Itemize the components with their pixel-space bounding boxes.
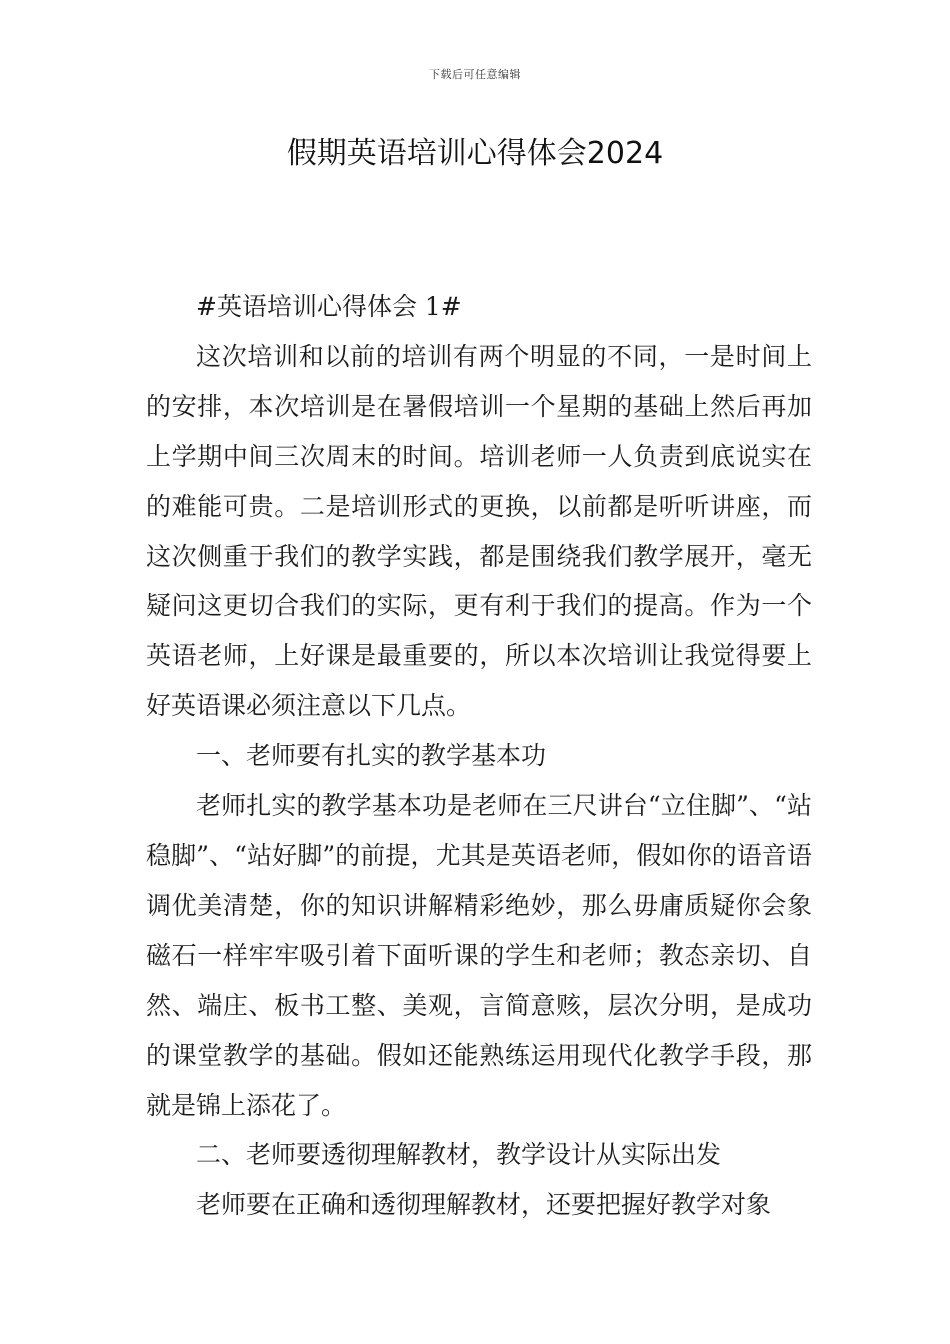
heading-two: 二、老师要透彻理解教材，教学设计从实际出发 — [196, 1140, 722, 1170]
header-note: 下载后可任意编辑 — [429, 68, 521, 81]
paragraph-basic-skills: 老师扎实的教学基本功是老师在三尺讲台“立住脚”、“站稳脚”、“站好脚”的前提，尤其是英语老师，假如你的语音语调优美清楚，你的知识讲解精彩绝妙，那么毋庸质疑你会象磁石一样牢牢吸引着下面听课的学生和老师；教态亲切、自然、端庄、板书工整、美观，言简意赅，层次分明，是成功的课堂教学的基础。假如还能熟练运用现代化教学手段，那就是锦上添花了。 — [146, 791, 812, 1120]
paragraph-intro: 这次培训和以前的培训有两个明显的不同，一是时间上的安排，本次培训是在暑假培训一个星期的基础上然后再加上学期中间三次周末的时间。培训老师一人负责到底说实在的难能可贵。二是培训形式的更换，以前都是听听讲座，而这次侧重于我们的教学实践，都是围绕我们教学展开，毫无疑问这更切合我们的实际，更有利于我们的提高。作为一个英语老师，上好课是最重要的，所以本次培训让我觉得要上好英语课必须注意以下几点。 — [146, 341, 812, 721]
paragraph-textbook: 老师要在正确和透彻理解教材，还要把握好教学对象 — [196, 1190, 772, 1220]
document-title: 假期英语培训心得体会2024 — [286, 136, 664, 171]
document-body — [146, 282, 812, 1230]
heading-one: 一、老师要有扎实的教学基本功 — [196, 741, 547, 771]
section-tag: #英语培训心得体会 1# — [196, 292, 462, 321]
